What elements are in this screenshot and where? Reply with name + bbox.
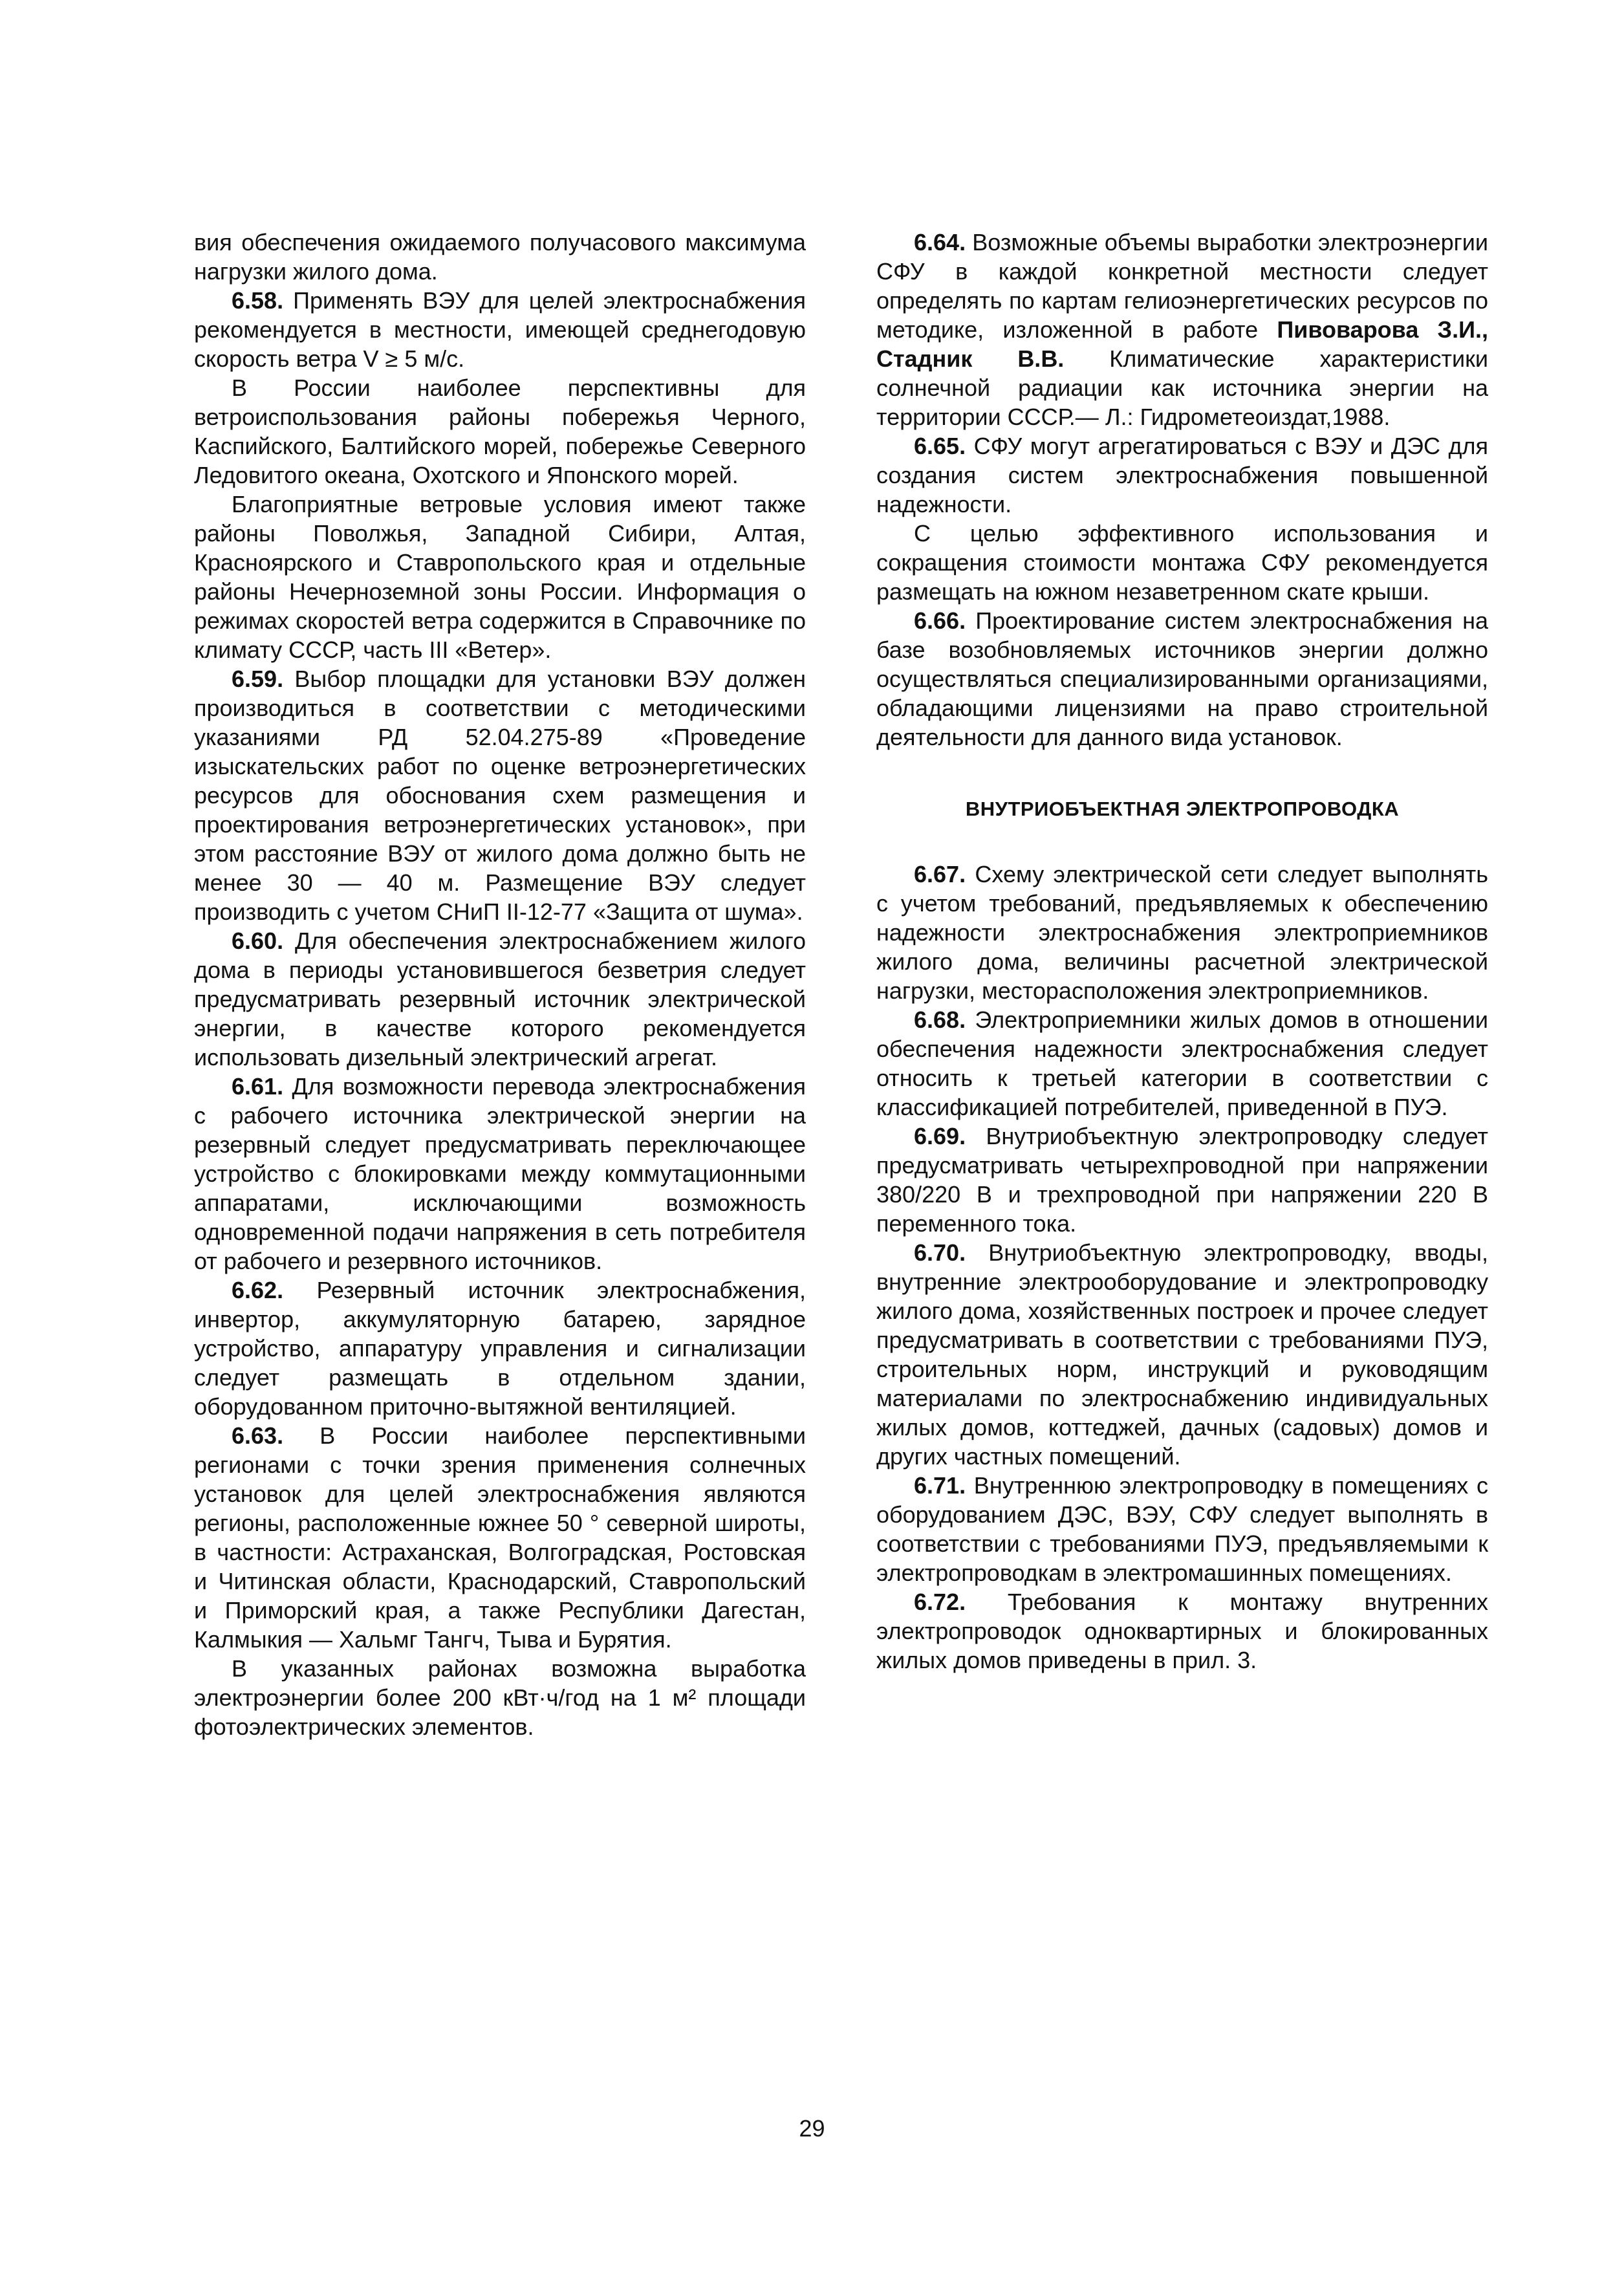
clause-text: Внутреннюю электропроводку в помещениях с оборудованием ДЭС, ВЭУ, СФУ следует выполнять в соответствии с требованиями ПУЭ, предъявляемыми к электропроводкам в электромашинных помещениях.: [876, 1472, 1488, 1586]
clause-text: Внутриобъектную электропроводку, вводы, внутренние электрооборудование и электропроводку жилого дома, хозяйственных построек и прочее следует предусматривать в соответствии с требованиями ПУЭ, строительных норм, инструкций и руководящим материалами по электроснабжению индивидуальных жилых домов, коттеджей, дачных (садовых) домов и других частных помещений.: [876, 1239, 1488, 1470]
paragraph-6-70: [876, 1238, 1488, 1471]
paragraph-6-65: [876, 431, 1488, 519]
clause-number: 6.61.: [232, 1073, 284, 1100]
clause-text: Климатические характеристики солнечной радиации как источника энергии на территории СССР.— Л.: Гидрометеоиздат,1988.: [876, 345, 1488, 430]
reference-authors: Пивоварова З.И., Стадник В.В.: [876, 316, 1488, 372]
clause-number: 6.68.: [914, 1006, 966, 1033]
clause-text: Выбор площадки для установки ВЭУ должен производиться в соответствии с методическими указаниями РД 52.04.275-89 «Проведение изыскательских работ по оценке ветроэнергетических ресурсов для обоснования схем размещения и проектирования ветроэнергетических установок», при этом расстояние ВЭУ от жилого дома должно быть не менее 30 — 40 м. Размещение ВЭУ следует производить с учетом СНиП II-12-77 «Защита от шума».: [194, 666, 806, 925]
clause-number: 6.67.: [914, 861, 966, 887]
clause-number: 6.60.: [232, 928, 284, 954]
clause-text: Для возможности перевода электроснабжения с рабочего источника электрической энергии на резервный следует предусматривать переключающее устройство с блокировками между коммутационными аппаратами, исключающими возможность одновременной подачи напряжения в сеть потребителя от рабочего и резервного источников.: [194, 1073, 806, 1274]
paragraph-wind-conditions: Благоприятные ветровые условия имеют также районы Поволжья, Западной Сибири, Алтая, Красноярского и Ставропольского края и отдельные районы Нечерноземной зоны России. Информация о режимах скоростей ветра содержится в Справочнике по климату СССР, часть III «Ветер».: [194, 491, 806, 663]
clause-text: В России наиболее перспективными регионами с точки зрения применения солнечных установок для целей электроснабжения являются регионы, расположенные южнее 50 ° северной широты, в частности: Астраханская, Волгоградская, Ростовская и Читинская области, Краснодарский, Ставропольский и Приморский края, а также Республики Дагестан, Калмыкия — Хальмг Тангч, Тыва и Бурятия.: [194, 1422, 806, 1653]
clause-number: 6.64.: [914, 229, 966, 255]
page-number: 29: [799, 2115, 825, 2142]
clause-number: 6.72.: [914, 1589, 966, 1615]
clause-number: 6.63.: [232, 1422, 284, 1449]
right-column: [876, 228, 1488, 1675]
clause-text: Применять ВЭУ для целей электроснабжения рекомендуется в местности, имеющей среднегодовую скорость ветра V ≥ 5 м/с.: [194, 287, 806, 372]
clause-number: 6.71.: [914, 1472, 966, 1499]
clause-text: Для обеспечения электроснабжением жилого дома в периоды установившегося безветрия следует предусматривать резервный источник электрической энергии, в качестве которого рекомендуется использовать дизельный электрический агрегат.: [194, 928, 806, 1070]
clause-number: 6.58.: [232, 287, 284, 314]
paragraph-solar-output: В указанных районах возможна выработка электроэнергии более 200 кВт·ч/год на 1 м² площади фотоэлектрических элементов.: [194, 1655, 806, 1740]
clause-number: 6.62.: [232, 1277, 284, 1303]
clause-text: Схему электрической сети следует выполнять с учетом требований, предъявляемых к обеспечению надежности электроснабжения электроприемников жилого дома, величины расчетной электрической нагрузки, месторасположения электроприемников.: [876, 861, 1488, 1004]
paragraph-6-69: [876, 1122, 1488, 1238]
paragraph-6-71: [876, 1471, 1488, 1587]
section-heading: ВНУТРИОБЪЕКТНАЯ ЭЛЕКТРОПРОВОДКА: [965, 798, 1400, 820]
paragraph-6-72: [876, 1587, 1488, 1675]
paragraph-6-62: [194, 1276, 806, 1421]
paragraph-6-58: [194, 286, 806, 373]
clause-text: СФУ могут агрегатироваться с ВЭУ и ДЭС для создания систем электроснабжения повышенной надежности.: [876, 433, 1488, 517]
paragraph-continuation: вия обеспечения ожидаемого получасового максимума нагрузки жилого дома.: [194, 229, 806, 285]
paragraph-wind-regions: В России наиболее перспективны для ветроиспользования районы побережья Черного, Каспийского, Балтийского морей, побережье Северного Ледовитого океана, Охотского и Японского морей.: [194, 375, 806, 488]
clause-text: Резервный источник электроснабжения, инвертор, аккумуляторную батарею, зарядное устройство, аппаратуру управления и сигнализации следует размещать в отдельном здании, оборудованном приточно-вытяжной вентиляцией.: [194, 1277, 806, 1420]
clause-text: Электроприемники жилых домов в отношении обеспечения надежности электроснабжения следует относить к третьей категории в соответствии с классификацией потребителей, приведенной в ПУЭ.: [876, 1006, 1488, 1120]
paragraph-6-67: [876, 860, 1488, 1005]
clause-number: 6.69.: [914, 1123, 966, 1149]
clause-text: Внутриобъектную электропроводку следует предусматривать четырехпроводной при напряжении 380/220 В и трехпроводной при напряжении 220 В переменного тока.: [876, 1123, 1488, 1237]
clause-text: Требования к монтажу внутренних электропроводок одноквартирных и блокированных жилых домов приведены в прил. 3.: [876, 1589, 1488, 1673]
paragraph-6-63: [194, 1421, 806, 1654]
paragraph-6-64: [876, 228, 1488, 431]
left-column: [194, 228, 806, 1741]
paragraph-6-66: [876, 606, 1488, 752]
paragraph-6-68: [876, 1005, 1488, 1122]
paragraph-6-61: [194, 1072, 806, 1276]
clause-text: Возможные объемы выработки электроэнергии СФУ в каждой конкретной местности следует определять по картам гелиоэнергетических ресурсов по методике, изложенной в работе: [876, 229, 1488, 343]
paragraph-6-59: [194, 664, 806, 926]
clause-number: 6.70.: [914, 1239, 966, 1266]
paragraph-6-60: [194, 926, 806, 1072]
paragraph-roof-placement: С целью эффективного использования и сокращения стоимости монтажа СФУ рекомендуется размещать на южном незаветренном скате крыши.: [876, 520, 1488, 605]
clause-number: 6.59.: [232, 666, 284, 692]
clause-text: Проектирование систем электроснабжения на базе возобновляемых источников энергии должно осуществляться специализированными организациями, обладающими лицензиями на право строительной деятельности для данного вида установок.: [876, 607, 1488, 750]
clause-number: 6.66.: [914, 607, 966, 634]
clause-number: 6.65.: [914, 433, 966, 459]
